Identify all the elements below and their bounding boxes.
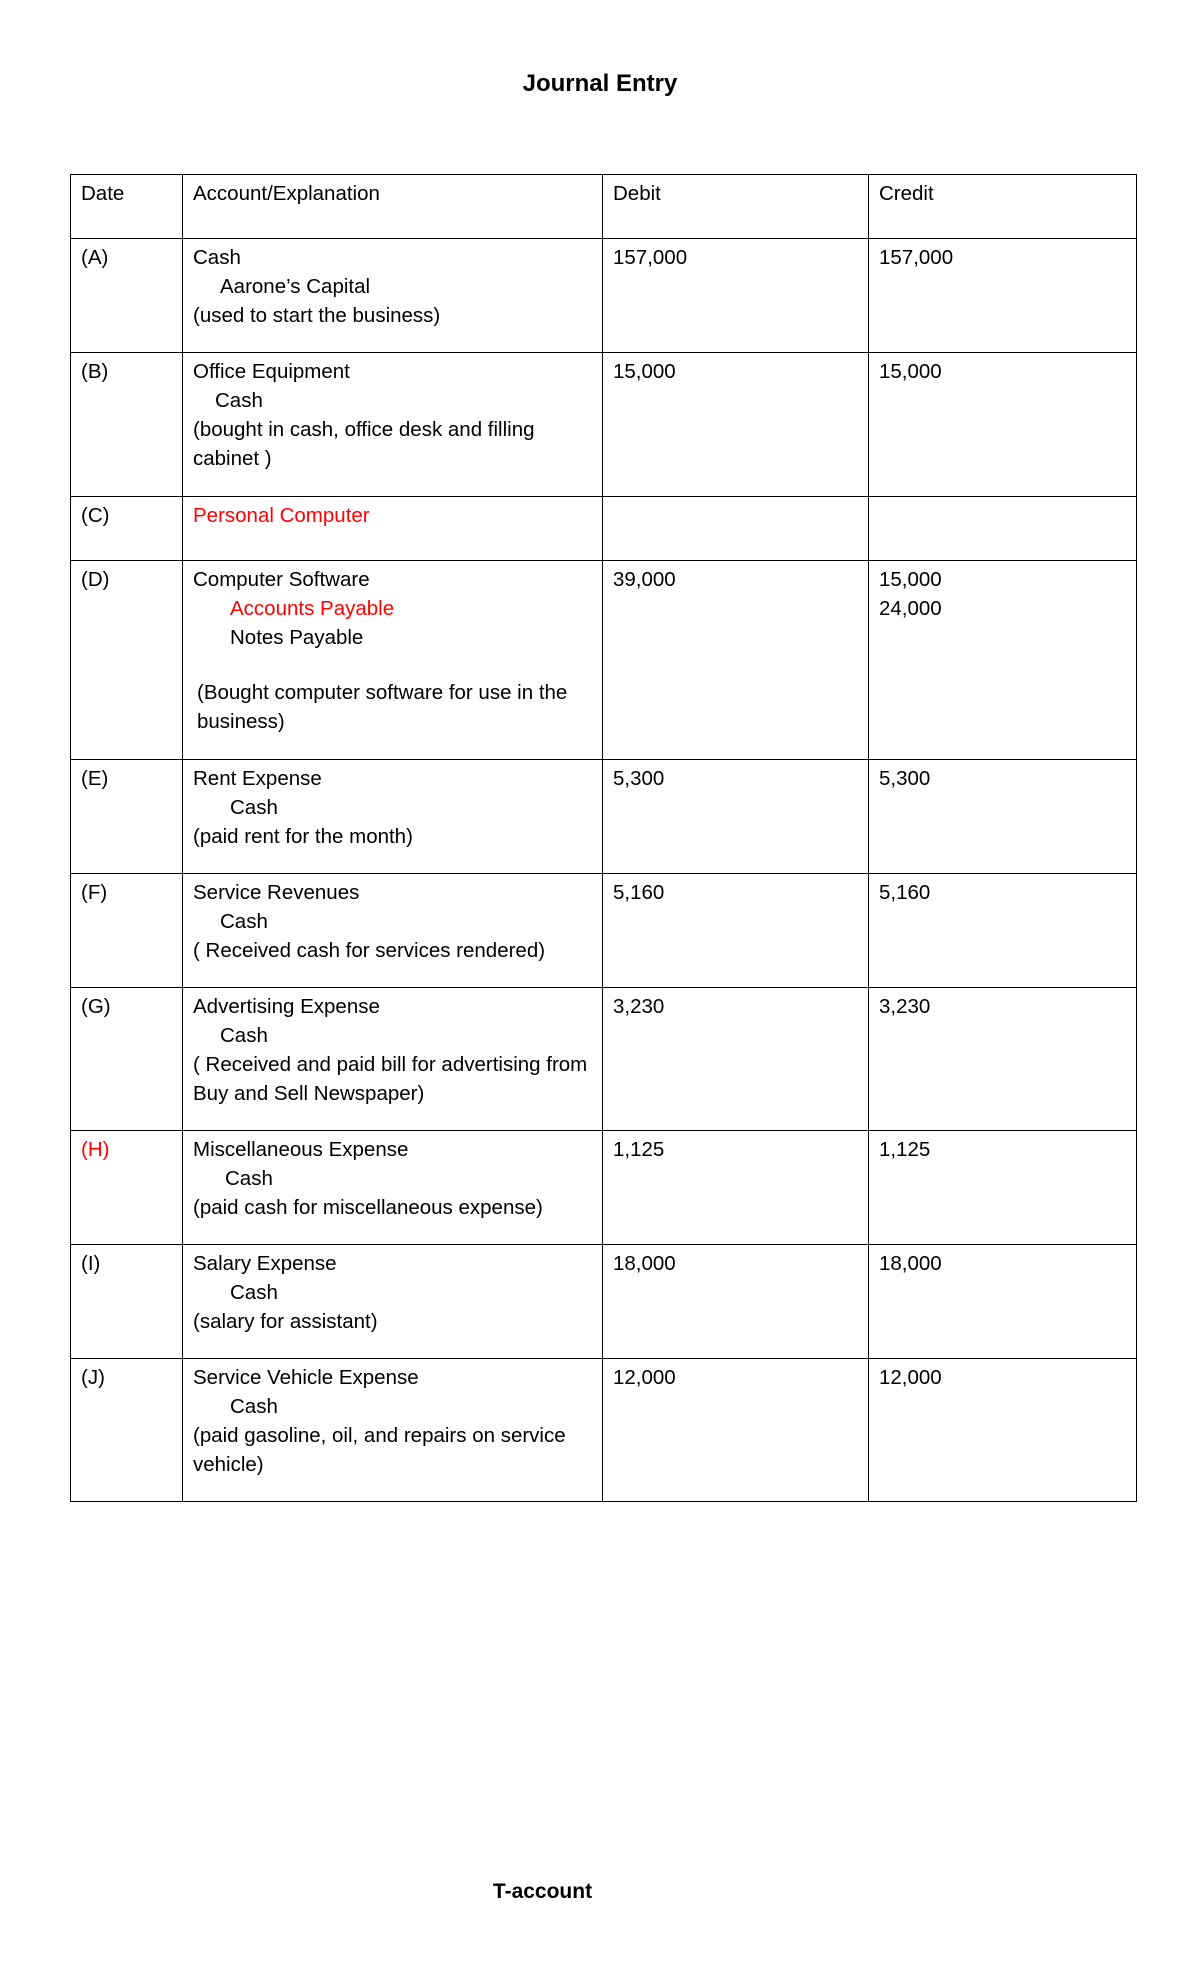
table-row [71,1131,1137,1245]
entry-date: (E) [71,760,183,874]
debit-amount: 3,230 [603,988,869,1131]
debit-account: Miscellaneous Expense [193,1138,409,1161]
credit-account: Cash [220,1024,268,1047]
credit-amount [869,497,1137,561]
credit-account: Cash [225,1167,273,1190]
debit-account: Rent Expense [193,767,322,790]
debit-account: Cash [193,246,241,269]
entry-explanation: ( Received cash for services rendered) [193,939,546,962]
entry-account-cell [183,760,603,874]
credit-account: Cash [230,1395,278,1418]
credit-amount-cell [869,561,1137,760]
entry-account-cell [183,1131,603,1245]
account-column-header: Account/Explanation [183,175,603,239]
credit-amount: 1,125 [869,1131,1137,1245]
t-account-heading: T-account [492,1880,593,1903]
debit-amount: 5,160 [603,874,869,988]
entry-date: (B) [71,353,183,497]
table-row [71,239,1137,353]
entry-account-cell [183,561,603,760]
table-row [71,353,1137,497]
table-row [71,1245,1137,1359]
table-row [71,561,1137,760]
entry-account-cell [183,988,603,1131]
entry-date: (G) [71,988,183,1131]
debit-amount: 1,125 [603,1131,869,1245]
entry-date: (J) [71,1359,183,1502]
debit-amount: 12,000 [603,1359,869,1502]
debit-account: Office Equipment [193,360,350,383]
credit-amount-2: 24,000 [879,597,942,620]
entry-date: (F) [71,874,183,988]
entry-date: (I) [71,1245,183,1359]
entry-explanation: ( Received and paid bill for advertising from Buy and Sell Newspaper) [193,1053,588,1105]
entry-account-cell [183,353,603,497]
entry-account-cell [183,497,603,561]
credit-account: Cash [230,1281,278,1304]
credit-amount: 5,160 [869,874,1137,988]
debit-amount: 5,300 [603,760,869,874]
entry-date: (D) [71,561,183,760]
spacer [193,652,592,678]
entry-date: (A) [71,239,183,353]
entry-account-cell [183,874,603,988]
credit-amount: 12,000 [869,1359,1137,1502]
entry-explanation: (paid gasoline, oil, and repairs on service vehicle) [193,1424,566,1476]
credit-account: Accounts Payable [230,597,395,620]
credit-account: Cash [230,796,278,819]
debit-amount: 15,000 [603,353,869,497]
debit-account: Service Vehicle Expense [193,1366,419,1389]
entry-explanation: (paid rent for the month) [193,825,413,848]
date-column-header: Date [71,175,183,239]
credit-amount: 3,230 [869,988,1137,1131]
credit-amount: 15,000 [869,353,1137,497]
entry-explanation: (Bought computer software for use in the business) [197,681,568,733]
table-row [71,497,1137,561]
debit-amount: 39,000 [603,561,869,760]
page-title: Journal Entry [522,70,678,97]
entry-explanation: (salary for assistant) [193,1310,378,1333]
table-row [71,874,1137,988]
credit-account: Aarone’s Capital [220,275,371,298]
credit-column-header: Credit [869,175,1137,239]
debit-amount [603,497,869,561]
debit-account: Service Revenues [193,881,360,904]
debit-account: Personal Computer [193,504,370,527]
credit-amount: 18,000 [869,1245,1137,1359]
debit-account: Advertising Expense [193,995,380,1018]
debit-account: Computer Software [193,568,370,591]
entry-date: (C) [71,497,183,561]
entry-account-cell [183,239,603,353]
credit-amount: 5,300 [869,760,1137,874]
entry-explanation: (paid cash for miscellaneous expense) [193,1196,543,1219]
table-row [71,988,1137,1131]
entry-explanation: (bought in cash, office desk and filling cabinet ) [193,418,535,470]
debit-amount: 157,000 [603,239,869,353]
credit-amount: 157,000 [869,239,1137,353]
credit-account: Cash [220,910,268,933]
entry-account-cell [183,1245,603,1359]
entry-date: (H) [71,1131,183,1245]
journal-entry-table [70,174,1137,1502]
debit-column-header: Debit [603,175,869,239]
table-row [71,760,1137,874]
credit-account: Cash [215,389,263,412]
credit-amount: 15,000 [879,568,942,591]
debit-account: Salary Expense [193,1252,337,1275]
table-row [71,1359,1137,1502]
entry-account-cell [183,1359,603,1502]
entry-explanation: (used to start the business) [193,304,441,327]
table-header-row [71,175,1137,239]
debit-amount: 18,000 [603,1245,869,1359]
credit-account-2: Notes Payable [230,626,364,649]
